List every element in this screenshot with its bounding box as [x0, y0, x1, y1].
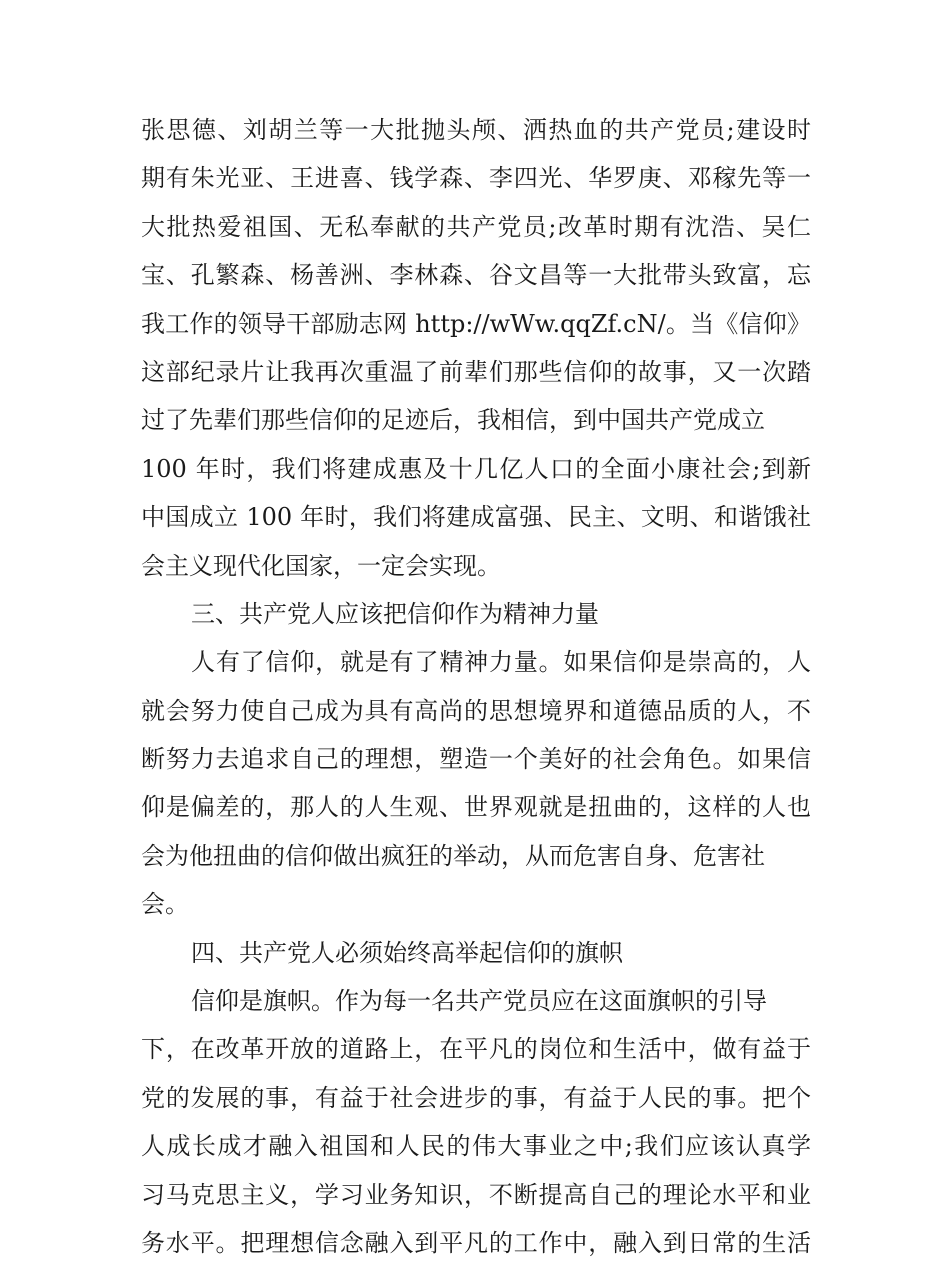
- document-body: [141, 106, 811, 1267]
- text-line: 大批热爱祖国、无私奉献的共产党员;改革时期有沈浩、吴仁: [141, 212, 811, 241]
- text-line: 100 年时，我们将建成惠及十几亿人口的全面小康社会;到新: [141, 454, 811, 483]
- text-line: 人成长成才融入祖国和人民的伟大事业之中;我们应该认真学: [141, 1132, 811, 1161]
- text-line: 仰是偏差的，那人的人生观、世界观就是扭曲的，这样的人也: [141, 793, 811, 822]
- text-line: 就会努力使自己成为具有高尚的思想境界和道德品质的人，不: [141, 696, 811, 725]
- section-heading: 三、共产党人应该把信仰作为精神力量: [191, 599, 599, 628]
- text-line: 信仰是旗帜。作为每一名共产党员应在这面旗帜的引导: [191, 987, 767, 1016]
- text-line: 断努力去追求自己的理想，塑造一个美好的社会角色。如果信: [141, 745, 811, 774]
- text-line: 期有朱光亚、王进喜、钱学森、李四光、华罗庚、邓稼先等一: [141, 164, 811, 193]
- text-line: 这部纪录片让我再次重温了前辈们那些信仰的故事，又一次踏: [141, 357, 811, 386]
- text-line: 宝、孔繁森、杨善洲、李林森、谷文昌等一大批带头致富，忘: [141, 261, 811, 290]
- text-line: 人有了信仰，就是有了精神力量。如果信仰是崇高的，人: [191, 648, 811, 677]
- section-heading: 四、共产党人必须始终高举起信仰的旗帜: [191, 938, 623, 967]
- text-line: 习马克思主义，学习业务知识，不断提高自己的理论水平和业: [141, 1180, 811, 1209]
- text-line: 党的发展的事，有益于社会进步的事，有益于人民的事。把个: [141, 1083, 811, 1112]
- text-line: 会为他扭曲的信仰做出疯狂的举动，从而危害自身、危害社: [141, 841, 765, 870]
- text-line: 会主义现代化国家，一定会实现。: [141, 551, 501, 580]
- text-line: 过了先辈们那些信仰的足迹后，我相信，到中国共产党成立: [141, 406, 765, 435]
- text-line: 务水平。把理想信念融入到平凡的工作中，融入到日常的生活: [141, 1228, 811, 1257]
- text-line: 我工作的领导干部励志网 http://wWw.qqZf.cN/。当《信仰》: [141, 309, 811, 338]
- text-line: 会。: [141, 890, 189, 919]
- text-line: 中国成立 100 年时，我们将建成富强、民主、文明、和谐饿社: [141, 503, 811, 532]
- text-line: 下，在改革开放的道路上，在平凡的岗位和生活中，做有益于: [141, 1035, 811, 1064]
- text-line: 张思德、刘胡兰等一大批抛头颅、洒热血的共产党员;建设时: [141, 116, 811, 144]
